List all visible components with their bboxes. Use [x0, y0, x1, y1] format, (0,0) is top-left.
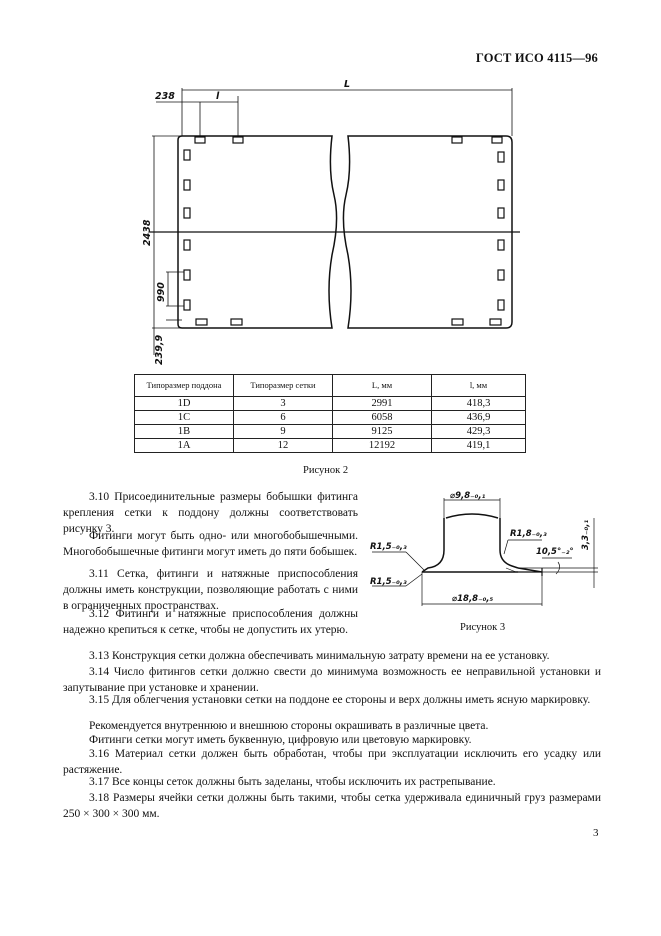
table-cell: 3 — [234, 397, 333, 411]
dim-3-3: 3,3₋₀,₁ — [581, 519, 591, 550]
table-cell: 9125 — [333, 425, 432, 439]
dim-r1-8: R1,8₋₀,₃ — [510, 529, 547, 539]
paragraph-fittings: Фитинги могут быть одно- или многобобышечными. Многобобышечные фитинги могут иметь до пяти бобышек. — [63, 530, 358, 558]
figure-2-caption: Рисунок 2 — [303, 465, 349, 476]
table-header-cell: Типоразмер сетки — [234, 375, 333, 397]
table-row — [135, 425, 526, 439]
dim-239-9: 239,9 — [154, 334, 165, 365]
paragraph-3-16: 3.16 Материал сетки должен быть обработан, чтобы при эксплуатации исключить его усадку или растяжение. — [63, 748, 601, 776]
dim-9-8: ⌀9,8₋₀,₁ — [450, 491, 486, 501]
table-cell: 429,3 — [432, 425, 526, 439]
dim-angle: 10,5°₋₂° — [536, 547, 574, 557]
table-cell: 9 — [234, 425, 333, 439]
dim-238: 238 — [155, 91, 175, 102]
table-row — [135, 397, 526, 411]
document-header: ГОСТ ИСО 4115—96 — [475, 51, 598, 65]
table-cell: 12192 — [333, 439, 432, 453]
table-cell: 1A — [135, 439, 234, 453]
figure-3-caption: Рисунок 3 — [460, 622, 506, 633]
table-cell: 6 — [234, 411, 333, 425]
dim-l: l — [216, 91, 220, 102]
table-cell: 1D — [135, 397, 234, 411]
paragraph-3-12: 3.12 Фитинги и натяжные приспособления должны надежно крепиться к сетке, чтобы не допустить их утерю. — [63, 608, 358, 636]
table-cell: 6058 — [333, 411, 432, 425]
dim-L: L — [344, 80, 351, 90]
table-row — [135, 439, 526, 453]
figure-2-drawing — [140, 80, 520, 370]
table-cell: 418,3 — [432, 397, 526, 411]
paragraph-3-14: 3.14 Число фитингов сетки должно свести до минимума возможность ее неправильной установки и запутывание при установке и хранении. — [63, 666, 601, 694]
paragraph-3-18: 3.18 Размеры ячейки сетки должны быть такими, чтобы сетка удерживала единичный груз размерами 250 × 300 × 300 мм. — [63, 792, 601, 820]
dim-r1-5-upper: R1,5₋₀,₃ — [370, 542, 407, 552]
table-row — [135, 411, 526, 425]
table-cell: 1B — [135, 425, 234, 439]
table-header-row — [135, 375, 526, 397]
table-header-cell: l, мм — [432, 375, 526, 397]
page-number: 3 — [593, 827, 599, 839]
figure-3-drawing — [366, 488, 602, 613]
paragraph-marking: Фитинги сетки могут иметь буквенную, цифровую или цветовую маркировку. — [89, 734, 472, 746]
table-cell: 12 — [234, 439, 333, 453]
table-cell: 436,9 — [432, 411, 526, 425]
dim-18-8: ⌀18,8₋₀,₅ — [452, 594, 494, 604]
table-cell: 2991 — [333, 397, 432, 411]
paragraph-3-11: 3.11 Сетка, фитинги и натяжные приспособления должны иметь конструкции, позволяющие работать с ними в ограниченных пространствах. — [63, 568, 358, 612]
paragraph-3-13: 3.13 Конструкция сетки должна обеспечивать минимальную затрату времени на ее установку. — [89, 650, 550, 662]
table-header-cell: Типоразмер поддона — [135, 375, 234, 397]
dim-r1-5-lower: R1,5₋₀,₃ — [370, 577, 407, 587]
table-header-cell: L, мм — [333, 375, 432, 397]
dim-2438: 2438 — [142, 219, 153, 246]
paragraph-3-10: 3.10 Присоединительные размеры бобышки фитинга крепления сетки к поддону должны соответствовать рисунку 3. — [63, 491, 358, 535]
dim-990: 990 — [156, 282, 167, 302]
dimensions-table — [134, 374, 526, 453]
paragraph-colors: Рекомендуется внутреннюю и внешнюю стороны окрашивать в различные цвета. — [89, 720, 489, 732]
table-cell: 419,1 — [432, 439, 526, 453]
paragraph-3-17: 3.17 Все концы сеток должны быть заделаны, чтобы исключить их растрепывание. — [89, 776, 496, 788]
table-cell: 1C — [135, 411, 234, 425]
paragraph-3-15: 3.15 Для облегчения установки сетки на поддоне ее стороны и верх должны иметь ясную маркировку. — [89, 694, 591, 706]
